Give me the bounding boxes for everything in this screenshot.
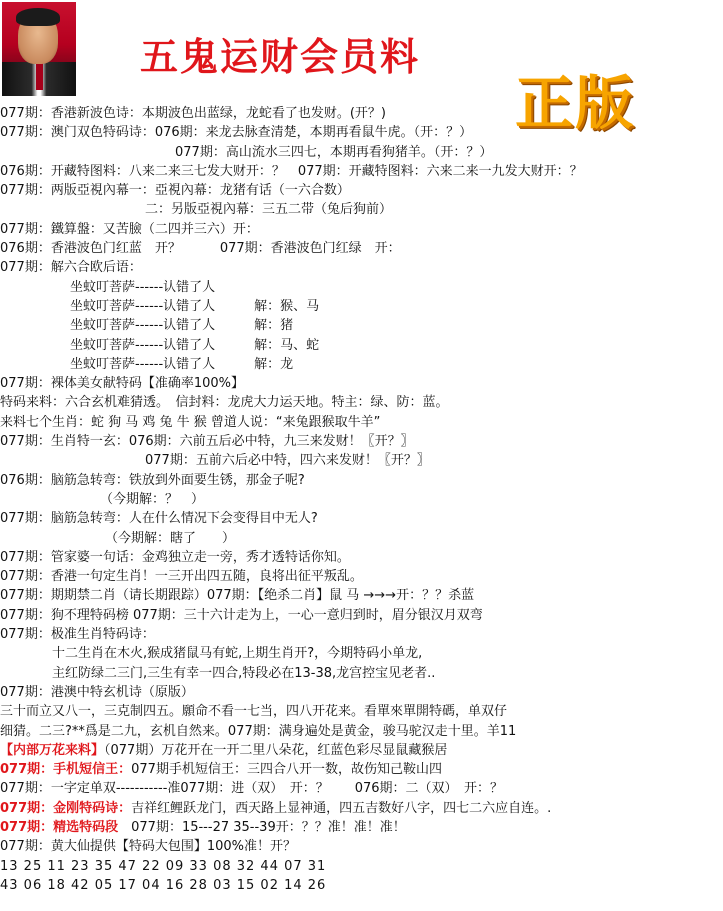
content-line: 坐蚊叮菩萨------认错了人 — [70, 279, 216, 295]
content-line: 077期：解六合欧后语： — [0, 260, 142, 276]
photo-tie — [36, 62, 43, 90]
content-line: 077期：香港新波色诗：本期波色出蓝绿，龙蛇看了也发财。(开？) — [0, 106, 386, 121]
content-line: 特码来料：六合玄机难猜透。 信封料：龙虎大力运天地。特主：绿、防：蓝。 — [0, 395, 449, 411]
content-line: 077期：高山流水三四七，本期再看狗猪羊。（开：？） — [175, 144, 493, 160]
content-lines — [0, 104, 723, 895]
content-line: 三十而立又八一，三克制四五。願命不看一七当，四八开花来。看單來單開特碼，单双仔 — [0, 704, 508, 720]
content-line: 077期：期期禁二肖（请长期跟踪）077期：【绝杀二肖】鼠 马 →→→开：？？杀蓝 — [0, 588, 475, 604]
content-line: 077期：脑筋急转弯：人在什么情况下会变得目中无人? — [0, 511, 318, 527]
content-line: 077期：一字定单双-----------准077期：进（双） 开：？ 076期：二（双） 开：？ — [0, 781, 504, 797]
page-title: 五鬼运财会员料 — [140, 34, 421, 79]
content-line: 077期：香港一句定生肖！一三开出四五随，良将出征平叛乱。 — [0, 569, 363, 585]
content-line: 077期：黄大仙提供【特码大包围】100%准！开？ — [0, 839, 296, 855]
content-line: 13 25 11 23 35 47 22 09 33 08 32 44 07 31 — [0, 858, 327, 874]
content-line: 十二生肖在木火,猴成猪鼠马有蛇,上期生肖开?，今期特码小单龙, — [52, 646, 423, 662]
content-line: 坐蚊叮菩萨------认错了人 解：猴、马 — [70, 298, 320, 314]
content-line: 077期：裸体美女献特码【准确率100%】 — [0, 376, 244, 392]
host-photo — [2, 2, 76, 96]
content-line: 077期：五前六后必中特，四六来发财！〖开？〗 — [145, 453, 430, 469]
content-line: 077期：生肖特一玄：076期：六前五后必中特，九三来发财！〖开？〗 — [0, 434, 414, 450]
highlight-label: 077期：手机短信王： — [0, 762, 132, 778]
photo-hair — [16, 8, 60, 26]
content-line — [0, 760, 723, 779]
content-line: 077期：澳门双色特码诗：076期：来龙去脉查清楚，本期再看鼠牛虎。（开：？） — [0, 125, 473, 141]
highlight-label: 077期：金刚特码诗： — [0, 800, 132, 816]
content-line: 077期：鐵算盤：又苦臉（二四并三六）开： — [0, 221, 259, 237]
content-line: 077期：狗不理特码榜 077期：三十六计走为上，一心一意归到时，眉分银汉月双弯 — [0, 607, 483, 623]
content-line: （今期解：？ ） — [100, 491, 205, 507]
content-line — [0, 799, 723, 818]
content-line: 43 06 18 42 05 17 04 16 28 03 15 02 14 26 — [0, 877, 327, 893]
content-line: 坐蚊叮菩萨------认错了人 解：龙 — [70, 356, 294, 372]
content-line: 077期：管家婆一句话：金鸡独立走一旁，秀才透特话你知。 — [0, 549, 350, 565]
highlight-label: 【内部万花来料】 — [0, 742, 105, 758]
content-line: 077期：港澳中特玄机诗（原版） — [0, 684, 194, 700]
content-line: 来料七个生肖：蛇 狗 马 鸡 兔 牛 猴 曾道人说：“来兔跟猴取牛羊” — [0, 414, 381, 430]
content-line: 077期：两版亞視內幕一：亞視內幕：龙猪有话（一六合数） — [0, 183, 350, 199]
line-text: （077期）万花开在一开二里八朵花，红蓝色彩尽显鼠藏猴居 — [104, 742, 448, 758]
content-line: 076期：开藏特图料：八来二来三七发大财开：？ 077期：开藏特图料：六来二来一九发大财开：？ — [0, 163, 583, 179]
highlight-label: 077期：精选特码段 — [0, 819, 119, 835]
content-line: 二：另版亞視內幕：三五二带（兔后狗前） — [145, 202, 393, 218]
line-text: 吉祥红鲤跃龙门，西天路上显神通，四五吉数好八字，四七二六应自连。. — [131, 800, 552, 816]
authentic-badge: 正版 — [515, 69, 636, 137]
content-line: 细猜。二三?**爲是二九，玄机自然来。077期：满身遍处是黄金，骏马驼汉走十里。羊11 — [0, 723, 517, 739]
line-text: 077期：15---27 35--39开：？？准！准！准！ — [118, 819, 406, 835]
content-line — [0, 818, 723, 837]
line-text: 077期手机短信王：三四合八开一数，故伤知己鞍山四 — [131, 762, 442, 778]
content-line: （今期解：瞎了 ） — [105, 530, 236, 546]
content-line — [0, 741, 723, 760]
content-line: 主红防绿二三门,三生有幸一四合,特段必在13-38,龙宫控宝见老者.. — [52, 665, 436, 681]
content-line: 坐蚊叮菩萨------认错了人 解：猪 — [70, 318, 294, 334]
content-line: 077期：极准生肖特码诗： — [0, 627, 155, 643]
content-line: 076期：香港波色门红蓝 开？ 077期：香港波色门红绿 开： — [0, 241, 401, 257]
content-line: 076期：脑筋急转弯：铁放到外面要生锈，那金子呢? — [0, 472, 305, 488]
content-line: 坐蚊叮菩萨------认错了人 解：马、蛇 — [70, 337, 320, 353]
